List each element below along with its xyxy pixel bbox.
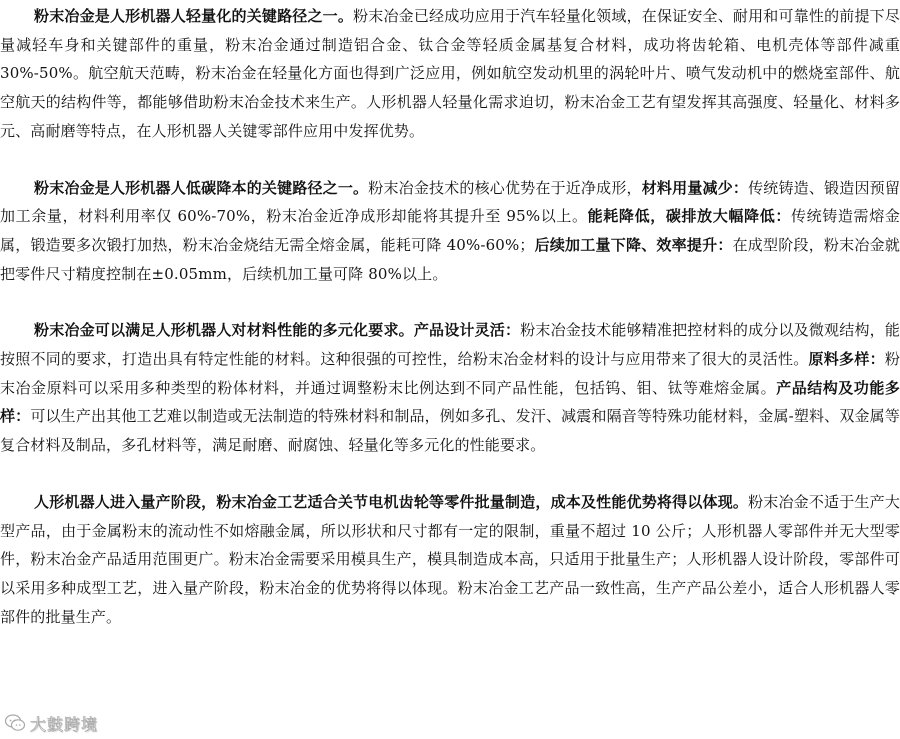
bold-text-segment: 粉末冶金是人形机器人轻量化的关键路径之一。 — [34, 7, 354, 25]
paragraph — [0, 2, 900, 146]
text-segment: 可以生产出其他工艺难以制造或无法制造的特殊材料和制品，例如多孔、发汗、减震和隔音等特殊功能材料，金属-塑料、双金属等复合材料及制品，多孔材料等，满足耐磨、耐腐蚀、轻量化等多元化的性能要求。 — [0, 407, 900, 455]
text-segment: 传统铸造需熔金属，锻造要多次锻打加热，粉末冶金烧结无需全熔金属，能耗可降 40%-60%； — [0, 207, 900, 254]
text-segment: 粉末冶金技术能够精准把控材料的成分以及微观结构，能按照不同的要求，打造出具有特定性能的材料。这种很强的可控性，给粉末冶金材料的设计与应用带来了很大的灵活性。 — [0, 321, 900, 369]
text-segment: 粉末冶金技术的核心优势在于近净成形， — [368, 178, 642, 197]
bold-text-segment: 原料多样： — [808, 350, 885, 369]
chat-bubble-logo-icon — [4, 712, 26, 734]
bold-text-segment: 后续加工量下降、效率提升： — [534, 235, 733, 254]
paragraph — [0, 174, 900, 289]
watermark-text: 大鼓跨境 — [30, 714, 99, 734]
text-segment: 粉末冶金不适于生产大型产品，由于金属粉末的流动性不如熔融金属，所以形状和尺寸都有一定的限制，重量不超过 10 公斤；人形机器人零部件并无大型零件，粉末冶金产品适用范围更广。粉末冶金需要采用模具生产，模具制造成本高，只适用于批量生产；人形机器人设计阶段，零部件可以采用多种成型工艺，进入量产阶段，粉末冶金的优势将得以体现。粉末冶金工艺产品一致性高，生产产品公差小，适合人形机器人零部件的批量生产。 — [0, 492, 900, 626]
bold-text-segment: 粉末冶金是人形机器人低碳降本的关键路径之一。 — [34, 178, 369, 197]
bold-text-segment: 人形机器人进入量产阶段，粉末冶金工艺适合关节电机齿轮等零件批量制造，成本及性能优势将得以体现。 — [34, 492, 749, 511]
bold-text-segment: 粉末冶金可以满足人形机器人对材料性能的多元化要求。产品设计灵活： — [34, 321, 521, 340]
text-segment: 传统铸造、锻造因预留加工余量，材料利用率仅 60%-70%，粉末冶金近净成形却能将其提升至 95%以上。 — [0, 178, 900, 226]
text-segment: 粉末冶金已经成功应用于汽车轻量化领域，在保证安全、耐用和可靠性的前提下尽量减轻车身和关键部件的重量，粉末冶金通过制造铝合金、钛合金等轻质金属基复合材料，成功将齿轮箱、电机壳体等部件减重 30%-50%。航空航天范畴，粉末冶金在轻量化方面也得到广泛应用，例如航空发动机里的涡轮叶片、喷气发动机中的燃烧室部件、航空航天的结构件等，都能够借助粉末冶金技术来生产。人形机器人轻量化需求迫切，粉末冶金工艺有望发挥其高强度、轻量化、材料多元、高耐磨等特点，在人形机器人关键零部件应用中发挥优势。 — [0, 7, 900, 140]
paragraph — [0, 488, 900, 632]
text-segment: 粉末冶金原料可以采用多种类型的粉体材料，并通过调整粉末比例达到不同产品性能，包括钨、钼、钛等难熔金属。 — [0, 350, 900, 397]
paragraph — [0, 316, 900, 460]
bold-text-segment: 产品结构及功能多样： — [0, 378, 900, 426]
text-segment: 在成型阶段，粉末冶金就把零件尺寸精度控制在±0.05mm，后续机加工量可降 80%以上。 — [0, 235, 900, 283]
bold-text-segment: 材料用量减少： — [641, 178, 749, 197]
bold-text-segment: 能耗降低，碳排放大幅降低： — [587, 207, 791, 226]
watermark — [4, 711, 98, 735]
